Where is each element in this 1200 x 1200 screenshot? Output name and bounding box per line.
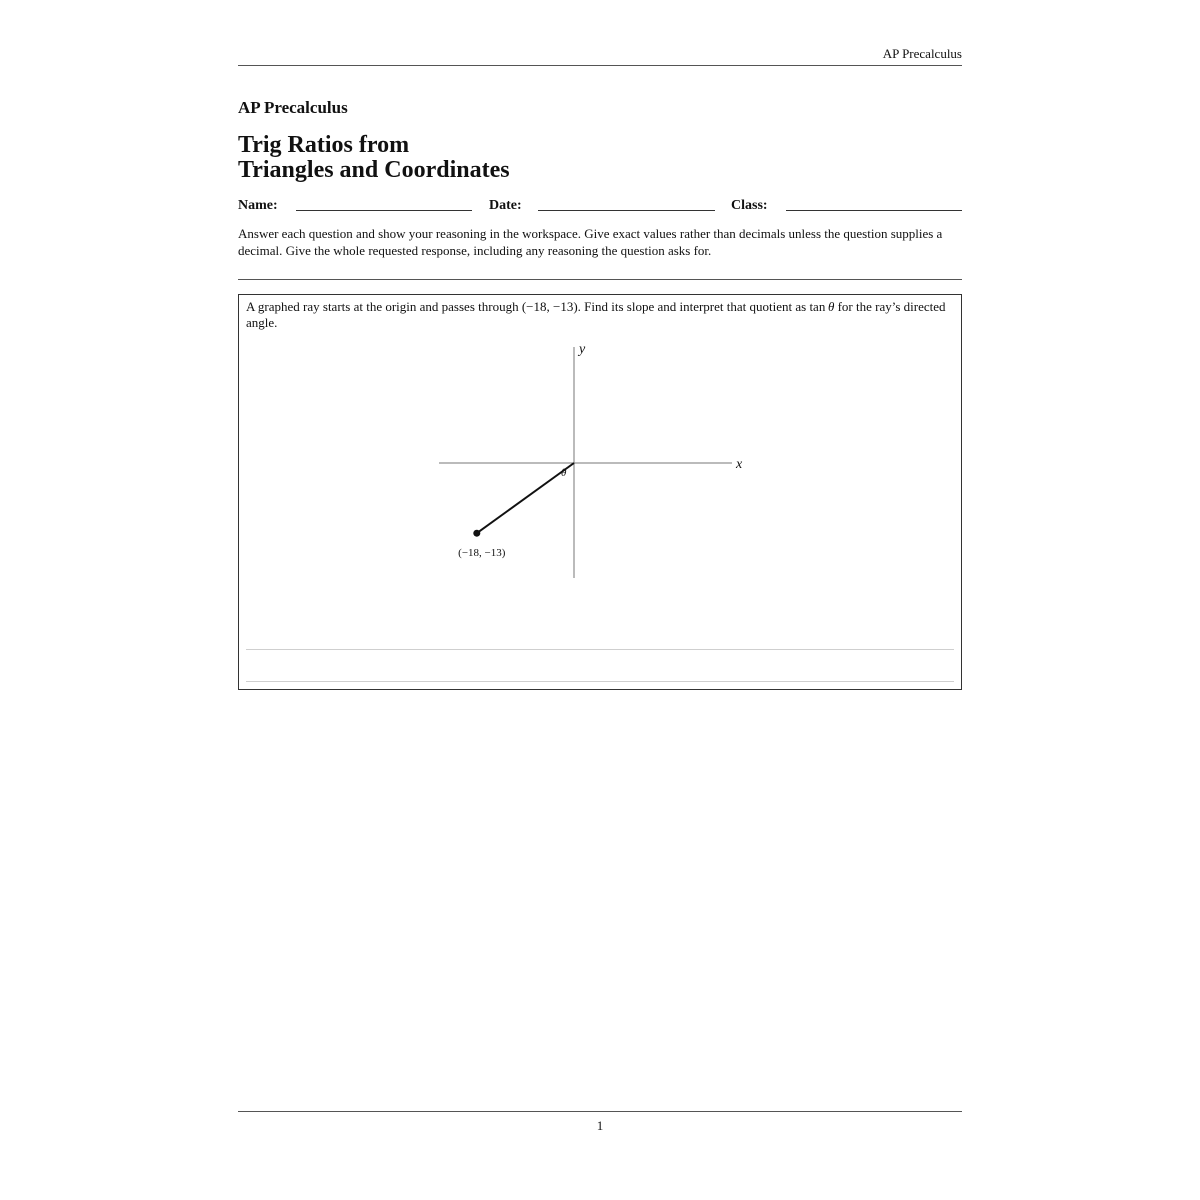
class-field[interactable] [786,210,962,211]
ray-endpoint [473,530,480,537]
running-header: AP Precalculus [238,46,962,66]
y-axis-label: y [579,342,586,357]
x-axis-label: x [736,457,743,472]
name-field[interactable] [296,210,472,211]
point-label: (−18, −13) [458,547,506,560]
title-line-2: Triangles and Coordinates [238,157,510,183]
answer-line[interactable] [246,681,954,682]
page-number: 1 [596,1118,604,1133]
angle-label: θ [561,467,567,479]
prompt-text-end: for the ray’s directed angle. [246,299,946,330]
name-label: Name: [238,198,278,213]
prompt-text-start: A graphed ray starts at the origin and passes through (−18, −13). Find its slope and interpret that quotient as tan [246,299,826,314]
footer-divider [238,1111,962,1112]
course-label: AP Precalculus [238,98,348,117]
question-box [238,294,962,690]
coordinate-graph [239,295,961,689]
class-label: Class: [731,198,768,213]
date-label: Date: [489,198,522,213]
section-divider [238,279,962,280]
prompt-theta: θ [827,299,835,314]
worksheet-title [238,133,510,183]
answer-line[interactable] [246,649,954,650]
student-info-row [238,198,962,218]
date-field[interactable] [538,210,715,211]
ray-segment [477,463,574,533]
instructions: Answer each question and show your reasoning in the workspace. Give exact values rather than decimals unless the question supplies a decimal. Give the whole requested response, including any reasoning the question asks for. [238,226,943,258]
title-line-1: Trig Ratios from [238,132,410,158]
